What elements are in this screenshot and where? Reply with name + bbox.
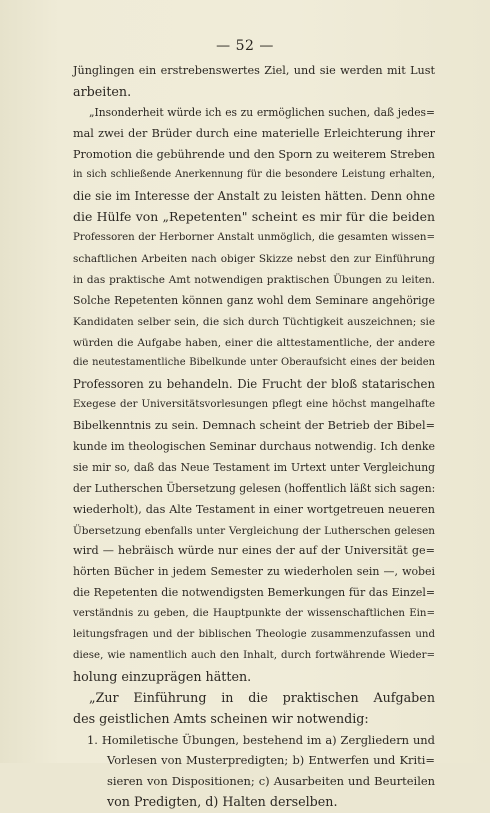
text-line: in sich schließende Anerkennung für die besondere Leistung erhalten, (73, 169, 435, 181)
text-line: arbeiten. (73, 83, 132, 99)
text-line: der Lutherschen Übersetzung gelesen (hoffentlich läßt sich sagen: (73, 481, 436, 495)
text-line: wird — hebräisch würde nur eines der auf der Universität ge= (73, 544, 435, 558)
list-item-line: Vorlesen von Musterpredigten; b) Entwerfen und Kriti= (107, 753, 435, 768)
text-line: Jünglingen ein erstrebenswertes Ziel, und sie werden mit Lust (73, 64, 435, 77)
text-line: Promotion die gebührende und den Sporn zu weiterem Streben (73, 147, 435, 161)
text-line: Exegese der Universitätsvorlesungen pflegt eine höchst mangelhafte (73, 399, 435, 411)
text-line: verständnis zu geben, die Hauptpunkte der wissenschaftlichen Ein= (73, 608, 435, 620)
text-line: Professoren zu behandeln. Die Frucht der bloß statarischen (73, 377, 435, 392)
list-item-line: von Predigten, d) Halten derselben. (107, 794, 338, 810)
text-line: hörten Bücher in jedem Semester zu wiederholen sein —, wobei (73, 565, 435, 579)
list-item-line: 1. Homiletische Übungen, bestehend im a) Zergliedern und (87, 732, 435, 747)
text-line: mal zwei der Brüder durch eine materielle Erleichterung ihrer (73, 126, 435, 140)
text-line: kunde im theologischen Seminar durchaus notwendig. Ich denke (73, 440, 435, 454)
text-line: des geistlichen Amts scheinen wir notwendig: (73, 710, 369, 726)
body-text (73, 61, 435, 813)
text-line: schaftlichen Arbeiten nach obiger Skizze nebst den zur Einführung (73, 253, 435, 266)
text-line: Kandidaten selber sein, die sich durch Tüchtigkeit auszeichnen; sie (73, 315, 435, 328)
text-line: die Repetenten die notwendigsten Bemerkungen für das Einzel= (73, 586, 435, 600)
text-line: würden die Aufgabe haben, einer die alttestamentliche, der andere (73, 336, 435, 349)
text-line: sie mir so, daß das Neue Testament im Urtext unter Vergleichung (73, 460, 435, 474)
text-line: die neutestamentliche Bibelkunde unter Oberaufsicht eines der beiden (73, 357, 435, 369)
text-line: „Insonderheit würde ich es zu ermöglichen suchen, daß jedes= (89, 105, 435, 119)
text-line: wiederholt), das Alte Testament in einer wortgetreuen neueren (73, 502, 435, 516)
text-line: Professoren der Herborner Anstalt unmöglich, die gesamten wissen= (73, 232, 435, 244)
list-item-line: sieren von Dispositionen; c) Ausarbeiten und Beurteilen (107, 774, 435, 789)
text-line: „Zur Einführung in die praktischen Aufgaben (89, 689, 435, 705)
text-line: die sie im Interesse der Anstalt zu leisten hätten. Denn ohne (73, 189, 435, 204)
text-line: Bibelkenntnis zu sein. Demnach scheint der Betrieb der Bibel= (73, 419, 435, 433)
text-line: die Hülfe von „Repetenten" scheint es mir für die beiden (73, 209, 435, 225)
page-number: — 52 — (216, 38, 274, 54)
text-line: leitungsfragen und der biblischen Theologie zusammenzufassen und (73, 629, 435, 641)
text-line: holung einzuprägen hätten. (73, 668, 252, 684)
text-line: in das praktische Amt notwendigen praktischen Übungen zu leiten. (73, 273, 435, 286)
text-line: Übersetzung ebenfalls unter Vergleichung der Lutherschen gelesen (73, 524, 435, 537)
text-line: Solche Repetenten können ganz wohl dem Seminare angehörige (73, 293, 435, 307)
text-line: diese, wie namentlich auch den Inhalt, durch fortwährende Wieder= (73, 649, 435, 661)
